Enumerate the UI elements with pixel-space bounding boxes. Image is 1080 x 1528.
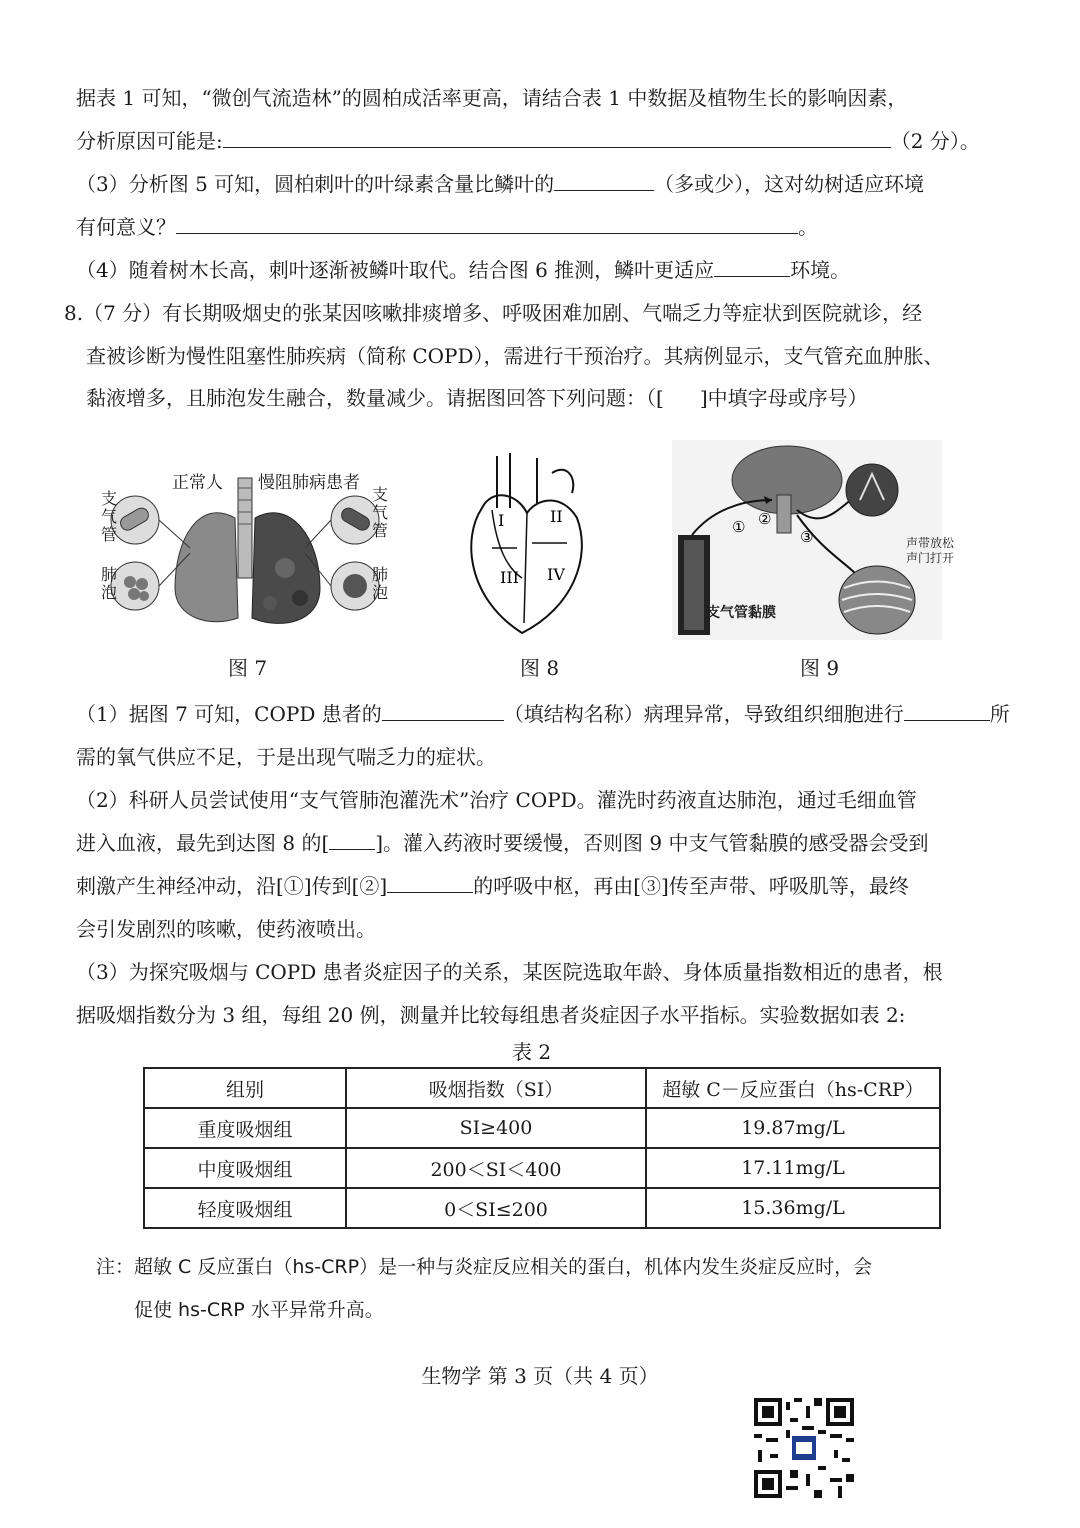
chamber-II: II	[550, 507, 563, 526]
table-header-row	[144, 1068, 940, 1108]
label-normal: 正常人	[172, 473, 223, 493]
pathway-2: ②	[758, 510, 772, 528]
table-cell: 19.87mg/L	[646, 1108, 940, 1148]
text-line: （4）随着树木长高，刺叶逐渐被鳞叶取代。结合图 6 推测，鳞叶更适应 环境。	[76, 258, 851, 282]
figure-8-heart	[452, 448, 602, 638]
table-cell: 15.36mg/L	[646, 1188, 940, 1228]
note-line-1: 注：超敏 C 反应蛋白（hs-CRP）是一种与炎症反应相关的蛋白，机体内发生炎症反应时，会	[96, 1256, 873, 1278]
table-cell: 重度吸烟组	[144, 1108, 346, 1148]
label-glottis-open: 声门打开	[906, 551, 955, 565]
figure-8-caption: 图 8	[520, 656, 560, 680]
text-line: 会引发剧烈的咳嗽，使药液喷出。	[76, 917, 376, 941]
label-patient: 慢阻肺病患者	[258, 473, 360, 493]
answer-blank[interactable]	[329, 829, 375, 850]
answer-blank[interactable]	[223, 127, 891, 148]
table-row	[144, 1148, 940, 1188]
pathway-3: ③	[800, 528, 814, 546]
table-cell: 轻度吸烟组	[144, 1188, 346, 1228]
figure-7-caption: 图 7	[228, 656, 268, 680]
chamber-I: I	[498, 511, 505, 530]
answer-blank[interactable]	[554, 170, 654, 191]
table-header-cell: 组别	[144, 1068, 346, 1108]
pathway-1: ①	[732, 518, 746, 536]
label-vocal-relax: 声带放松	[906, 536, 955, 550]
table-header-cell: 吸烟指数（SI）	[346, 1068, 646, 1108]
text-line: 刺激产生神经冲动，沿[①]传到[②] 的呼吸中枢，再由[③]传至声带、呼吸肌等，最终	[76, 874, 909, 898]
text-line: 进入血液，最先到达图 8 的[ ]。灌入药液时要缓慢，否则图 9 中支气管黏膜的感受器会受到	[76, 831, 929, 855]
table-row	[144, 1108, 940, 1148]
answer-blank[interactable]	[382, 700, 504, 721]
label-bronchus-right: 支气管	[372, 485, 389, 540]
text-line: 据吸烟指数分为 3 组，每组 20 例，测量并比较每组患者炎症因子水平指标。实验数据如表 2:	[76, 1003, 906, 1027]
page-footer: 生物学 第 3 页（共 4 页）	[421, 1364, 659, 1388]
figure-9-caption: 图 9	[800, 656, 840, 680]
chamber-III: III	[500, 568, 519, 587]
answer-blank[interactable]	[904, 700, 990, 721]
answer-blank[interactable]	[714, 256, 790, 277]
label-alveoli-left: 肺泡	[101, 565, 118, 602]
table-cell: 中度吸烟组	[144, 1148, 346, 1188]
text-line: 分析原因可能是: （2 分）。	[76, 129, 980, 153]
answer-blank[interactable]	[176, 213, 798, 234]
table-header-cell: 超敏 C－反应蛋白（hs-CRP）	[646, 1068, 940, 1108]
text-line: 查被诊断为慢性阻塞性肺疾病（简称 COPD），需进行干预治疗。其病例显示，支气管充血肿胀、	[86, 344, 944, 368]
text-line: （1）据图 7 可知，COPD 患者的 （填结构名称）病理异常，导致组织细胞进行 所	[76, 702, 1010, 726]
text-line: 有何意义？ 。	[76, 215, 818, 239]
text-line: （2）科研人员尝试使用“支气管肺泡灌洗术”治疗 COPD。灌洗时药液直达肺泡，通过毛细血管	[76, 788, 917, 812]
table-cell: 0＜SI≤200	[346, 1188, 646, 1228]
text-line: 需的氧气供应不足，于是出现气喘乏力的症状。	[76, 745, 496, 769]
chamber-IV: IV	[547, 565, 565, 584]
table-2-title: 表 2	[512, 1040, 552, 1064]
answer-blank[interactable]	[387, 872, 473, 893]
qr-code[interactable]	[754, 1398, 854, 1498]
label-bronchus-left: 支气管	[101, 489, 118, 544]
label-alveoli-right: 肺泡	[372, 565, 389, 602]
table-row	[144, 1188, 940, 1228]
text-line: 黏液增多，且肺泡发生融合，数量减少。请据图回答下列问题：（[ ]中填字母或序号）	[86, 386, 868, 410]
table-cell: 17.11mg/L	[646, 1148, 940, 1188]
note-line-2: 促使 hs-CRP 水平异常升高。	[134, 1299, 384, 1321]
text-line: （3）分析图 5 可知，圆柏刺叶的叶绿素含量比鳞叶的 （多或少），这对幼树适应环境	[76, 172, 925, 196]
table-cell: 200＜SI＜400	[346, 1148, 646, 1188]
question-8: 8.（7 分）有长期吸烟史的张某因咳嗽排痰增多、呼吸困难加剧、气喘乏力等症状到医院就诊，经	[64, 301, 923, 325]
text-line: 据表 1 可知，“微创气流造林”的圆柏成活率更高，请结合表 1 中数据及植物生长的影响因素，	[76, 86, 908, 110]
label-mucosa: 支气管黏膜	[706, 605, 776, 621]
text-line: （3）为探究吸烟与 COPD 患者炎症因子的关系，某医院选取年龄、身体质量指数相近的患者，根	[76, 960, 943, 984]
table-cell: SI≥400	[346, 1108, 646, 1148]
table-2	[143, 1067, 941, 1229]
